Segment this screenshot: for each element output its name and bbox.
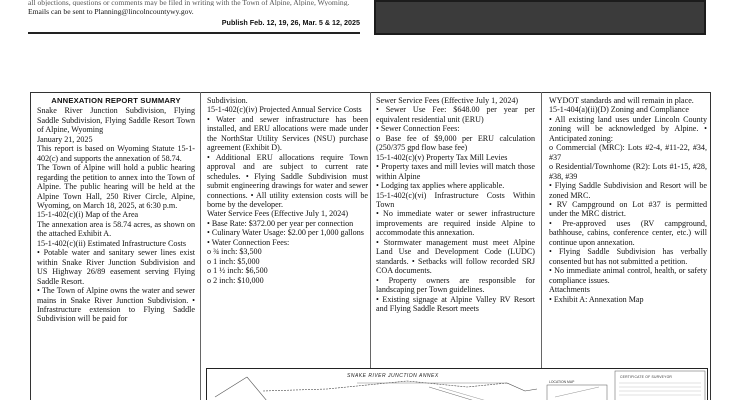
paragraph: January 21, 2025	[37, 134, 93, 144]
column-1	[37, 96, 195, 324]
paragraph: WYDOT standards and will remain in place.	[549, 96, 694, 105]
paragraph: o 2 inch: $10,000	[207, 275, 264, 285]
paragraph: 15-1-402(c)(i) Map of the Area	[37, 210, 139, 220]
location-map-label: LOCATION MAP	[549, 380, 575, 384]
email-line: Emails can be sent to Planning@lincolncountywy.gov.	[28, 7, 194, 16]
paragraph: • Stormwater management must meet Alpine Land Use and Development Code (LUDC) standards. • Setbacks will follow recorded SRJ COA documents.	[376, 237, 535, 276]
boundary-line	[507, 383, 537, 391]
paragraph: • Exhibit A: Annexation Map	[549, 294, 644, 304]
paragraph: • Flying Saddle Subdivision and Resort will be zoned MRC.	[549, 181, 707, 200]
paragraph: Snake River Junction Subdivision, Flying Saddle Subdivision, Flying Saddle Resort Town of Alpine, Wyoming	[37, 106, 195, 135]
paragraph: • Water and sewer infrastructure has been installed, and ERU allocations were made under the NorthStar Utility Services (NSU) purchase agreement (Exhibit D).	[207, 114, 368, 153]
paragraph: Sewer Service Fees (Effective July 1, 2024)	[376, 96, 519, 105]
paragraph: • Additional ERU allocations require Town approval and are subject to current rate schedules. • Flying Saddle Subdivision must submit engineering drawings for water and sewer connections. • All utility extension costs will be borne by the developer.	[207, 152, 368, 209]
paragraph: o 1 inch: $5,000	[207, 256, 260, 266]
parcel-line	[439, 387, 487, 400]
column-rule	[541, 92, 542, 368]
paragraph: • No immediate water or sewer infrastructure improvements are required inside Alpine to accommodate this annexation.	[376, 209, 535, 238]
paragraph: • Potable water and sanitary sewer lines exist within Snake River Junction Subdivision and US Highway 26/89 easement serving Flying Saddle Resort.	[37, 248, 195, 286]
column-3	[376, 96, 535, 313]
paragraph: • Base Rate: $372.00 per year per connection	[207, 218, 354, 228]
paragraph: o 1 ½ inch: $6,500	[207, 266, 268, 276]
paragraph: • Property taxes and mill levies will match those within Alpine	[376, 162, 535, 181]
summary-title: ANNEXATION REPORT SUMMARY	[51, 96, 181, 105]
paragraph: • Culinary Water Usage: $2.00 per 1,000 gallons	[207, 228, 364, 238]
publish-dates: Publish Feb. 12, 19, 26, Mar. 5 & 12, 2025	[221, 18, 360, 27]
paragraph: 15-1-402(c)(ii) Estimated Infrastructure Costs	[37, 238, 187, 248]
paragraph: 15-1-402(c)(iv) Projected Annual Service Costs	[207, 105, 362, 115]
paragraph: 15-1-404(a)(ii)(D) Zoning and Compliance	[549, 105, 690, 115]
paragraph: • Lodging tax applies where applicable.	[376, 181, 505, 191]
map-title: SNAKE RIVER JUNCTION ANNEX	[347, 373, 439, 379]
paragraph: This report is based on Wyoming Statute 15-1-402(c) and supports the annexation of 58.74.	[37, 144, 195, 163]
paragraph: Subdivision.	[207, 96, 248, 105]
paragraph: Water Service Fees (Effective July 1, 2024)	[207, 209, 349, 219]
boundary-line	[263, 381, 507, 391]
paragraph: o ¾ inch: $3,500	[207, 247, 262, 257]
paragraph: • The Town of Alpine owns the water and sewer mains in Snake River Junction Subdivision. • Infrastructure extension to Flying Saddle Subdivision will be paid for	[37, 286, 195, 324]
paragraph: o Base fee of $9,000 per ERU calculation (250/375 gpd flow base fee)	[376, 133, 535, 153]
column-2	[207, 96, 368, 285]
paragraph: • RV Campground on Lot #37 is permitted under the MRC district.	[549, 199, 707, 219]
previous-notice-tail	[28, 0, 360, 34]
paragraph: o Residential/Townhome (R2): Lots #1-15, #28, #38, #39	[549, 162, 707, 181]
paragraph: • Sewer Use Fee: $648.00 per year per equivalent residential unit (ERU)	[376, 105, 535, 124]
survey-drawing	[207, 369, 708, 400]
paragraph: • All existing land uses under Lincoln County zoning will be acknowledged by Alpine. • Anticipated zoning:	[549, 114, 707, 143]
dark-advertisement-block	[374, 0, 706, 35]
paragraph: • Water Connection Fees:	[207, 237, 290, 247]
paragraph: Attachments	[549, 285, 590, 295]
column-rule	[200, 92, 201, 400]
column-rule	[370, 92, 371, 368]
paragraph: o Commercial (MRC): Lots #2-4, #11-22, #34, #37	[549, 143, 707, 162]
paragraph: • Flying Saddle Subdivision has verbally consented but has not submitted a petition.	[549, 247, 707, 266]
paragraph: • Existing signage at Alpine Valley RV Resort and Flying Saddle Resort meets	[376, 294, 535, 313]
survey-line	[247, 377, 267, 400]
location-map-line	[555, 387, 599, 397]
paragraph: 15-1-402(c)(vi) Infrastructure Costs Within Town	[376, 190, 535, 209]
column-4	[549, 96, 707, 304]
paragraph: 15-1-402(c)(v) Property Tax Mill Levies	[376, 152, 508, 162]
paragraph: The annexation area is 58.74 acres, as shown on the attached Exhibit A.	[37, 219, 195, 239]
paragraph: • No immediate animal control, health, or safety compliance issues.	[549, 266, 707, 285]
paragraph: The Town of Alpine will hold a public hearing regarding the petition to annex into the Town of Alpine. The public hearing will be held at the Alpine Town Hall, 250 River Circle, Alpine, Wyoming, on March 18, 2025, at 6:30 p.m.	[37, 163, 195, 210]
annexation-map-exhibit	[206, 368, 708, 400]
cut-off-line: all objections, questions or comments may be filed in writing with the Town of Alpine, Alpine, Wyoming.	[28, 0, 350, 6]
parcel-line	[429, 387, 475, 400]
notice-bottom-rule	[28, 32, 360, 34]
paragraph: • Pre-approved uses (RV campground, bathhouse, cabins, conference center, etc.) will continue upon annexation.	[549, 218, 707, 247]
paragraph: • Property owners are responsible for landscaping per Town guidelines.	[376, 275, 535, 295]
paragraph: • Sewer Connection Fees:	[376, 124, 460, 134]
survey-line	[215, 377, 247, 397]
certificate-label: CERTIFICATE OF SURVEYOR	[620, 375, 673, 379]
